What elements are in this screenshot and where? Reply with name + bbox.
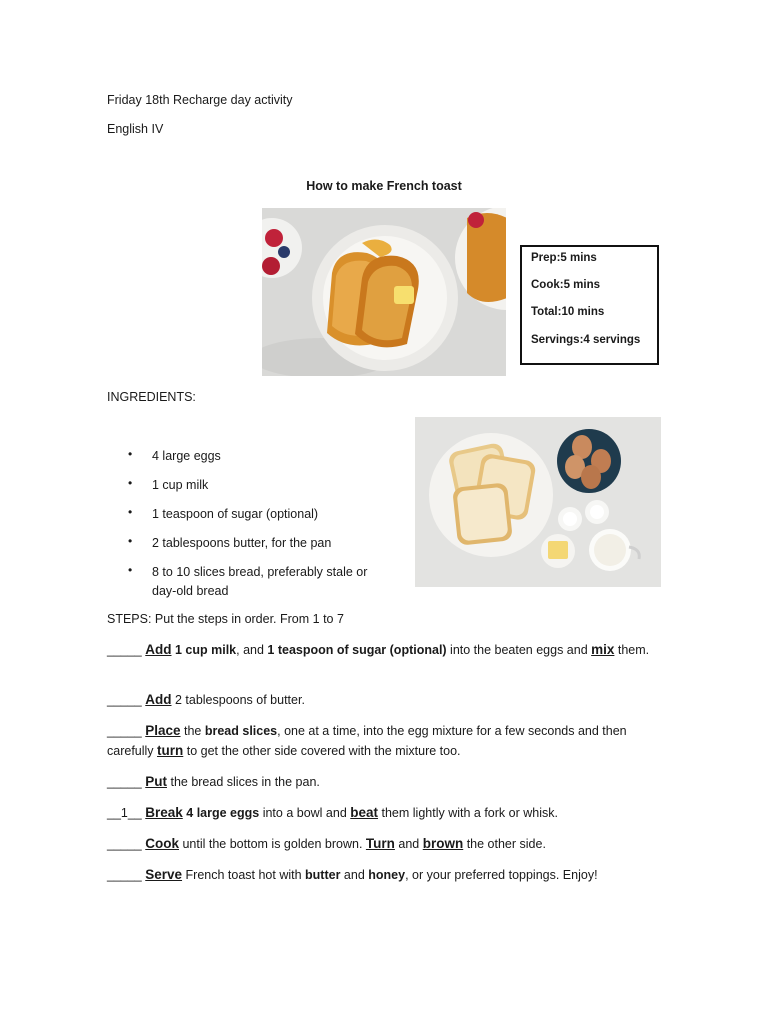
french-toast-photo [262, 208, 506, 376]
step-cook: _____ Cook until the bottom is golden brown. Turn and brown the other side. [107, 834, 667, 854]
step-put-bread: _____ Put the bread slices in the pan. [107, 772, 667, 792]
ingredients-heading: INGREDIENTS: [107, 390, 196, 404]
answer-blank[interactable]: _____ [107, 837, 142, 851]
step-add-butter: _____ Add 2 tablespoons of butter. [107, 690, 667, 710]
answer-blank[interactable]: __1__ [107, 806, 142, 820]
page-title: How to make French toast [306, 179, 462, 193]
cook-time: Cook:5 mins [531, 279, 601, 291]
step-break-eggs: __1__ Break 4 large eggs into a bowl and beat them lightly with a fork or whisk. [107, 803, 667, 823]
prep-time: Prep:5 mins [531, 252, 597, 264]
total-time: Total:10 mins [531, 306, 605, 318]
answer-blank[interactable]: _____ [107, 643, 142, 657]
french-toast-illustration [262, 208, 506, 376]
servings: Servings:4 servings [531, 334, 641, 346]
bullet-icon: • [128, 534, 133, 548]
answer-blank[interactable]: _____ [107, 724, 142, 738]
ingredients-photo [415, 417, 661, 587]
answer-blank[interactable]: _____ [107, 693, 142, 707]
step-serve: _____ Serve French toast hot with butter and honey, or your preferred toppings. Enjoy! [107, 865, 667, 885]
bullet-icon: • [128, 447, 133, 461]
header-line-2: English IV [107, 122, 164, 136]
recipe-info-box [520, 245, 659, 365]
answer-blank[interactable]: _____ [107, 775, 142, 789]
step-place-bread: _____ Place the bread slices, one at a time, into the egg mixture for a few seconds and then carefully turn to get the other side covered with the mixture too. [107, 723, 627, 758]
bullet-icon: • [128, 563, 133, 577]
header-line-1: Friday 18th Recharge day activity [107, 93, 293, 107]
steps-heading: STEPS: Put the steps in order. From 1 to 7 [107, 612, 344, 626]
ingredients-illustration [415, 417, 661, 587]
bullet-icon: • [128, 505, 133, 519]
answer-blank[interactable]: _____ [107, 868, 142, 882]
step-add-milk-sugar: _____ Add 1 cup milk, and 1 teaspoon of sugar (optional) into the beaten eggs and mix them. [107, 640, 667, 660]
bullet-icon: • [128, 476, 133, 490]
